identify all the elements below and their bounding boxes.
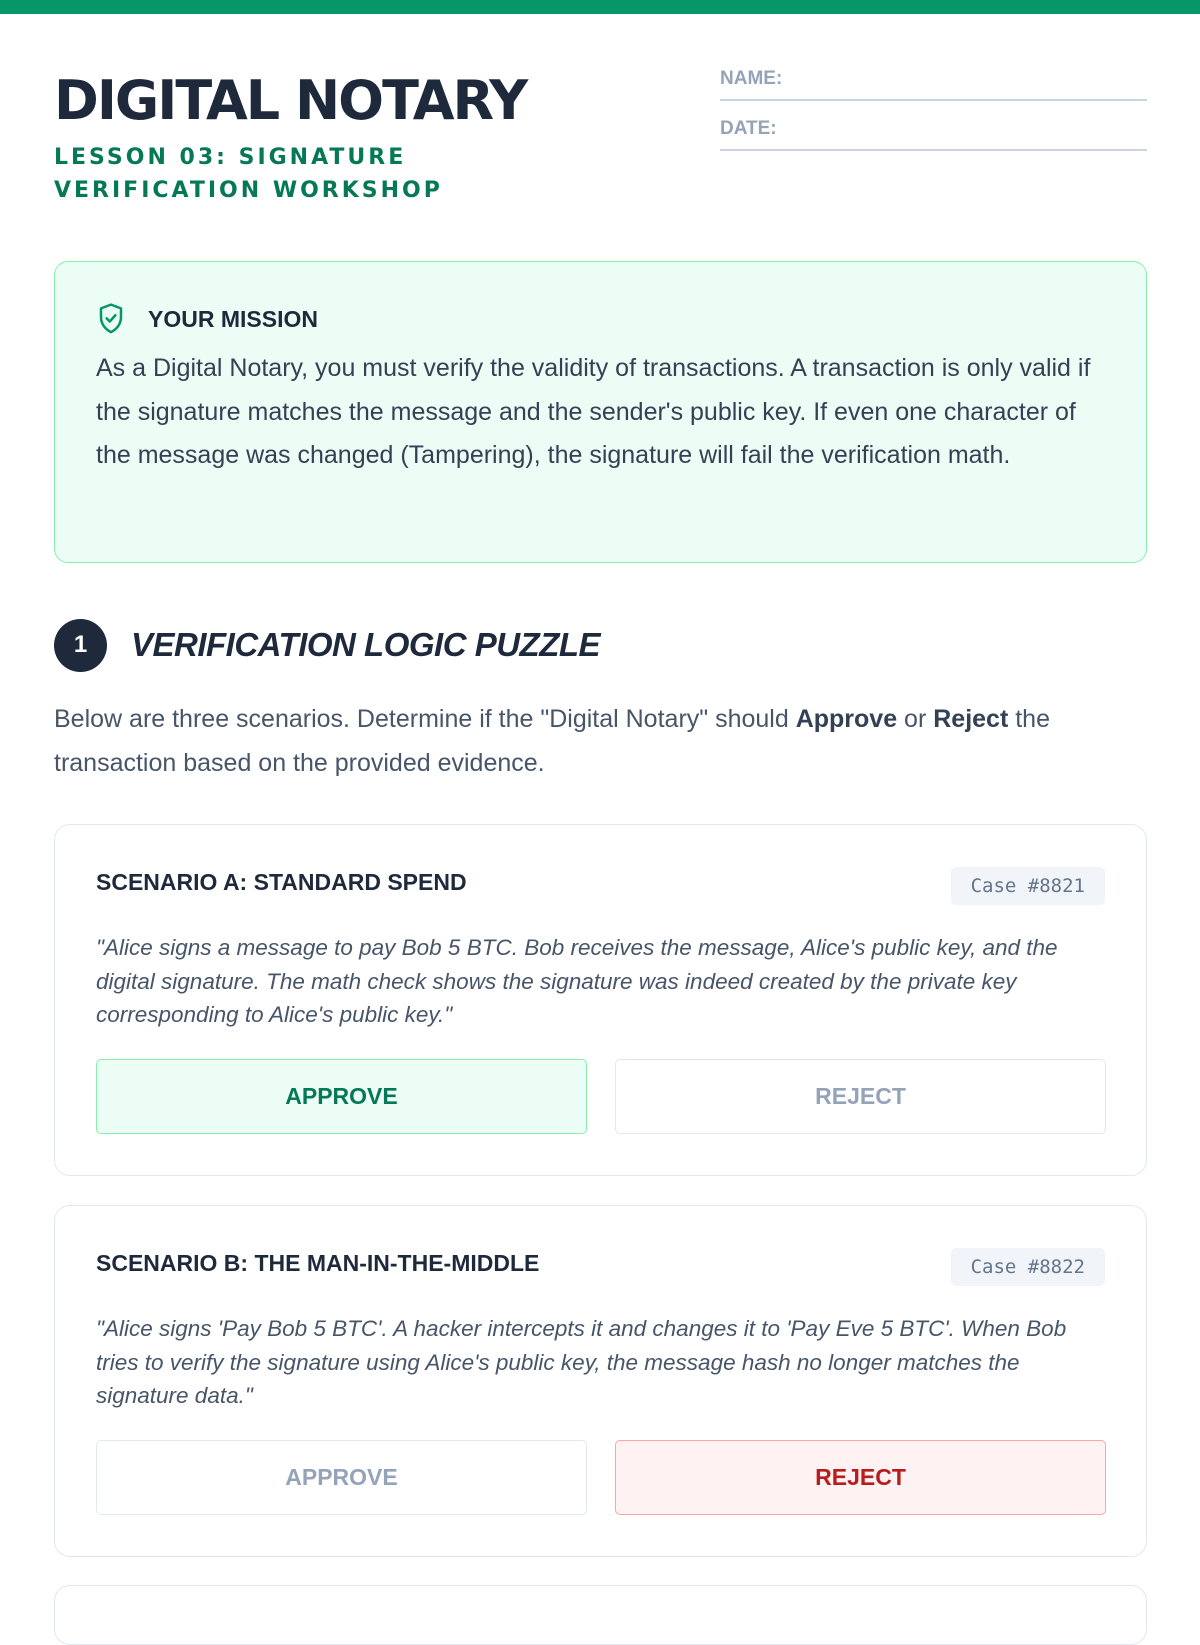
scenario-card-b	[54, 1205, 1147, 1557]
mission-header	[96, 302, 318, 336]
scenario-quote: "Alice signs 'Pay Bob 5 BTC'. A hacker intercepts it and changes it to 'Pay Eve 5 BTC'. When Bob tries to verify the signature using Alice's public key, the message hash no longer matches the signature data."	[96, 1316, 1067, 1408]
shield-check-icon	[96, 302, 126, 336]
name-field[interactable]	[720, 66, 1147, 101]
reject-button[interactable]: REJECT	[615, 1440, 1106, 1515]
mission-title: YOUR MISSION	[148, 305, 318, 332]
mission-text: As a Digital Notary, you must verify the validity of transactions. A transaction is only valid if the signature matches the message and the sender's public key. If even one character of the message was changed (Tampering), the signature will fail the verification math.	[96, 354, 1091, 469]
name-label: NAME:	[720, 68, 783, 89]
section-1-heading	[54, 618, 600, 672]
intro-or-word: or	[897, 705, 934, 733]
scenario-title: SCENARIO A: STANDARD SPEND	[96, 869, 467, 895]
date-field[interactable]	[720, 116, 1147, 151]
step-number-badge: 1	[54, 619, 107, 672]
intro-text-start: Below are three scenarios. Determine if the "Digital Notary" should	[54, 705, 796, 733]
mission-box	[54, 261, 1147, 563]
intro-approve-word: Approve	[795, 705, 898, 733]
scenario-title: SCENARIO B: THE MAN-IN-THE-MIDDLE	[96, 1250, 540, 1276]
approve-button[interactable]: APPROVE	[96, 1059, 587, 1134]
case-number-tag: Case #8822	[951, 1248, 1105, 1286]
scenario-card-c-partial	[54, 1585, 1147, 1645]
student-fields	[720, 66, 1147, 166]
page-title: DIGITAL NOTARY	[54, 69, 527, 132]
reject-button[interactable]: REJECT	[615, 1059, 1106, 1134]
date-label: DATE:	[720, 118, 777, 139]
page-header	[54, 66, 1147, 216]
approve-button[interactable]: APPROVE	[96, 1440, 587, 1515]
intro-text-end: the transaction based on the provided evidence.	[54, 705, 1050, 777]
section-intro	[54, 698, 1147, 785]
intro-reject-word: Reject	[933, 705, 1009, 733]
section-title: VERIFICATION LOGIC PUZZLE	[131, 626, 601, 663]
top-accent-bar	[0, 0, 1200, 14]
scenario-card-a	[54, 824, 1147, 1176]
scenario-quote: "Alice signs a message to pay Bob 5 BTC. Bob receives the message, Alice's public key, and the digital signature. The math check shows the signature was indeed created by the private key corresponding to Alice's public key."	[96, 935, 1058, 1027]
case-number-tag: Case #8821	[951, 867, 1105, 905]
page-subtitle: LESSON 03: SIGNATURE VERIFICATION WORKSHOP	[54, 145, 443, 203]
